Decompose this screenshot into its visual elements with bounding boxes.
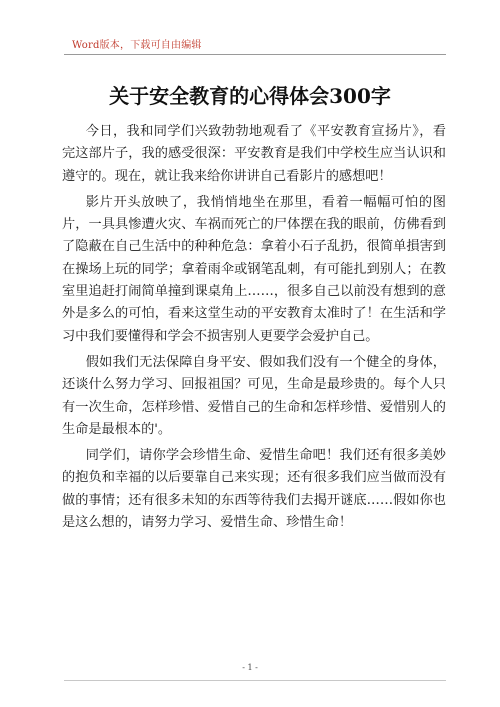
paragraph-life: 假如我们无法保障自身平安、假如我们没有一个健全的身体，还谈什么努力学习、回报祖国？可见，生命是最珍贵的。每个人只有一次生命，怎样珍惜、爱惜自己的生命和怎样珍惜、爱惜别人的生命是最根本的'。 (62, 354, 446, 437)
paragraph-film: 影片开头放映了，我悄悄地坐在那里，看着一幅幅可怕的图片，一具具惨遭火灾、车祸而死亡的尸体摆在我的眼前，仿佛看到了隐蔽在自己生活中的种种危急：拿着小石子乱扔，很简单損害到在操场上玩的同学；拿着雨伞或钢笔乱刺，有可能扎到别人；在教室里追赶打闹简单撞到课桌角上……，很多自己以前没有想到的意外是多么的可怕，看来这堂生动的平安教育太准时了！在生活和学习中我们要懂得和学会不损害别人更要学会爱护自己。 (62, 194, 446, 344)
header-divider (64, 54, 446, 55)
footer-divider (64, 680, 446, 681)
paragraph-conclusion: 同学们，请你学会珍惜生命、爱惜生命吧！我们还有很多美妙的抱负和幸福的以后要靠自己来实现；还有很多我们应当做而没有做的事情；还有很多未知的东西等待我们去揭开谜底……假如你也是这么想的，请努力学习、爱惜生命、珍惜生命！ (62, 448, 446, 531)
header-note: Word版本，下载可自由编辑 (72, 40, 202, 51)
document-body (62, 121, 446, 538)
paragraph-intro: 今日，我和同学们兴致勃勃地观看了《平安教育宣扬片》，看完这部片子，我的感受很深：平安教育是我们中学校生应当认识和遵守的。现在，就让我来给你讲讲自己看影片的感想吧！ (62, 124, 446, 184)
document-title: 关于安全教育的心得体会300字 (109, 84, 391, 108)
page-number: - 1 - (242, 663, 258, 672)
